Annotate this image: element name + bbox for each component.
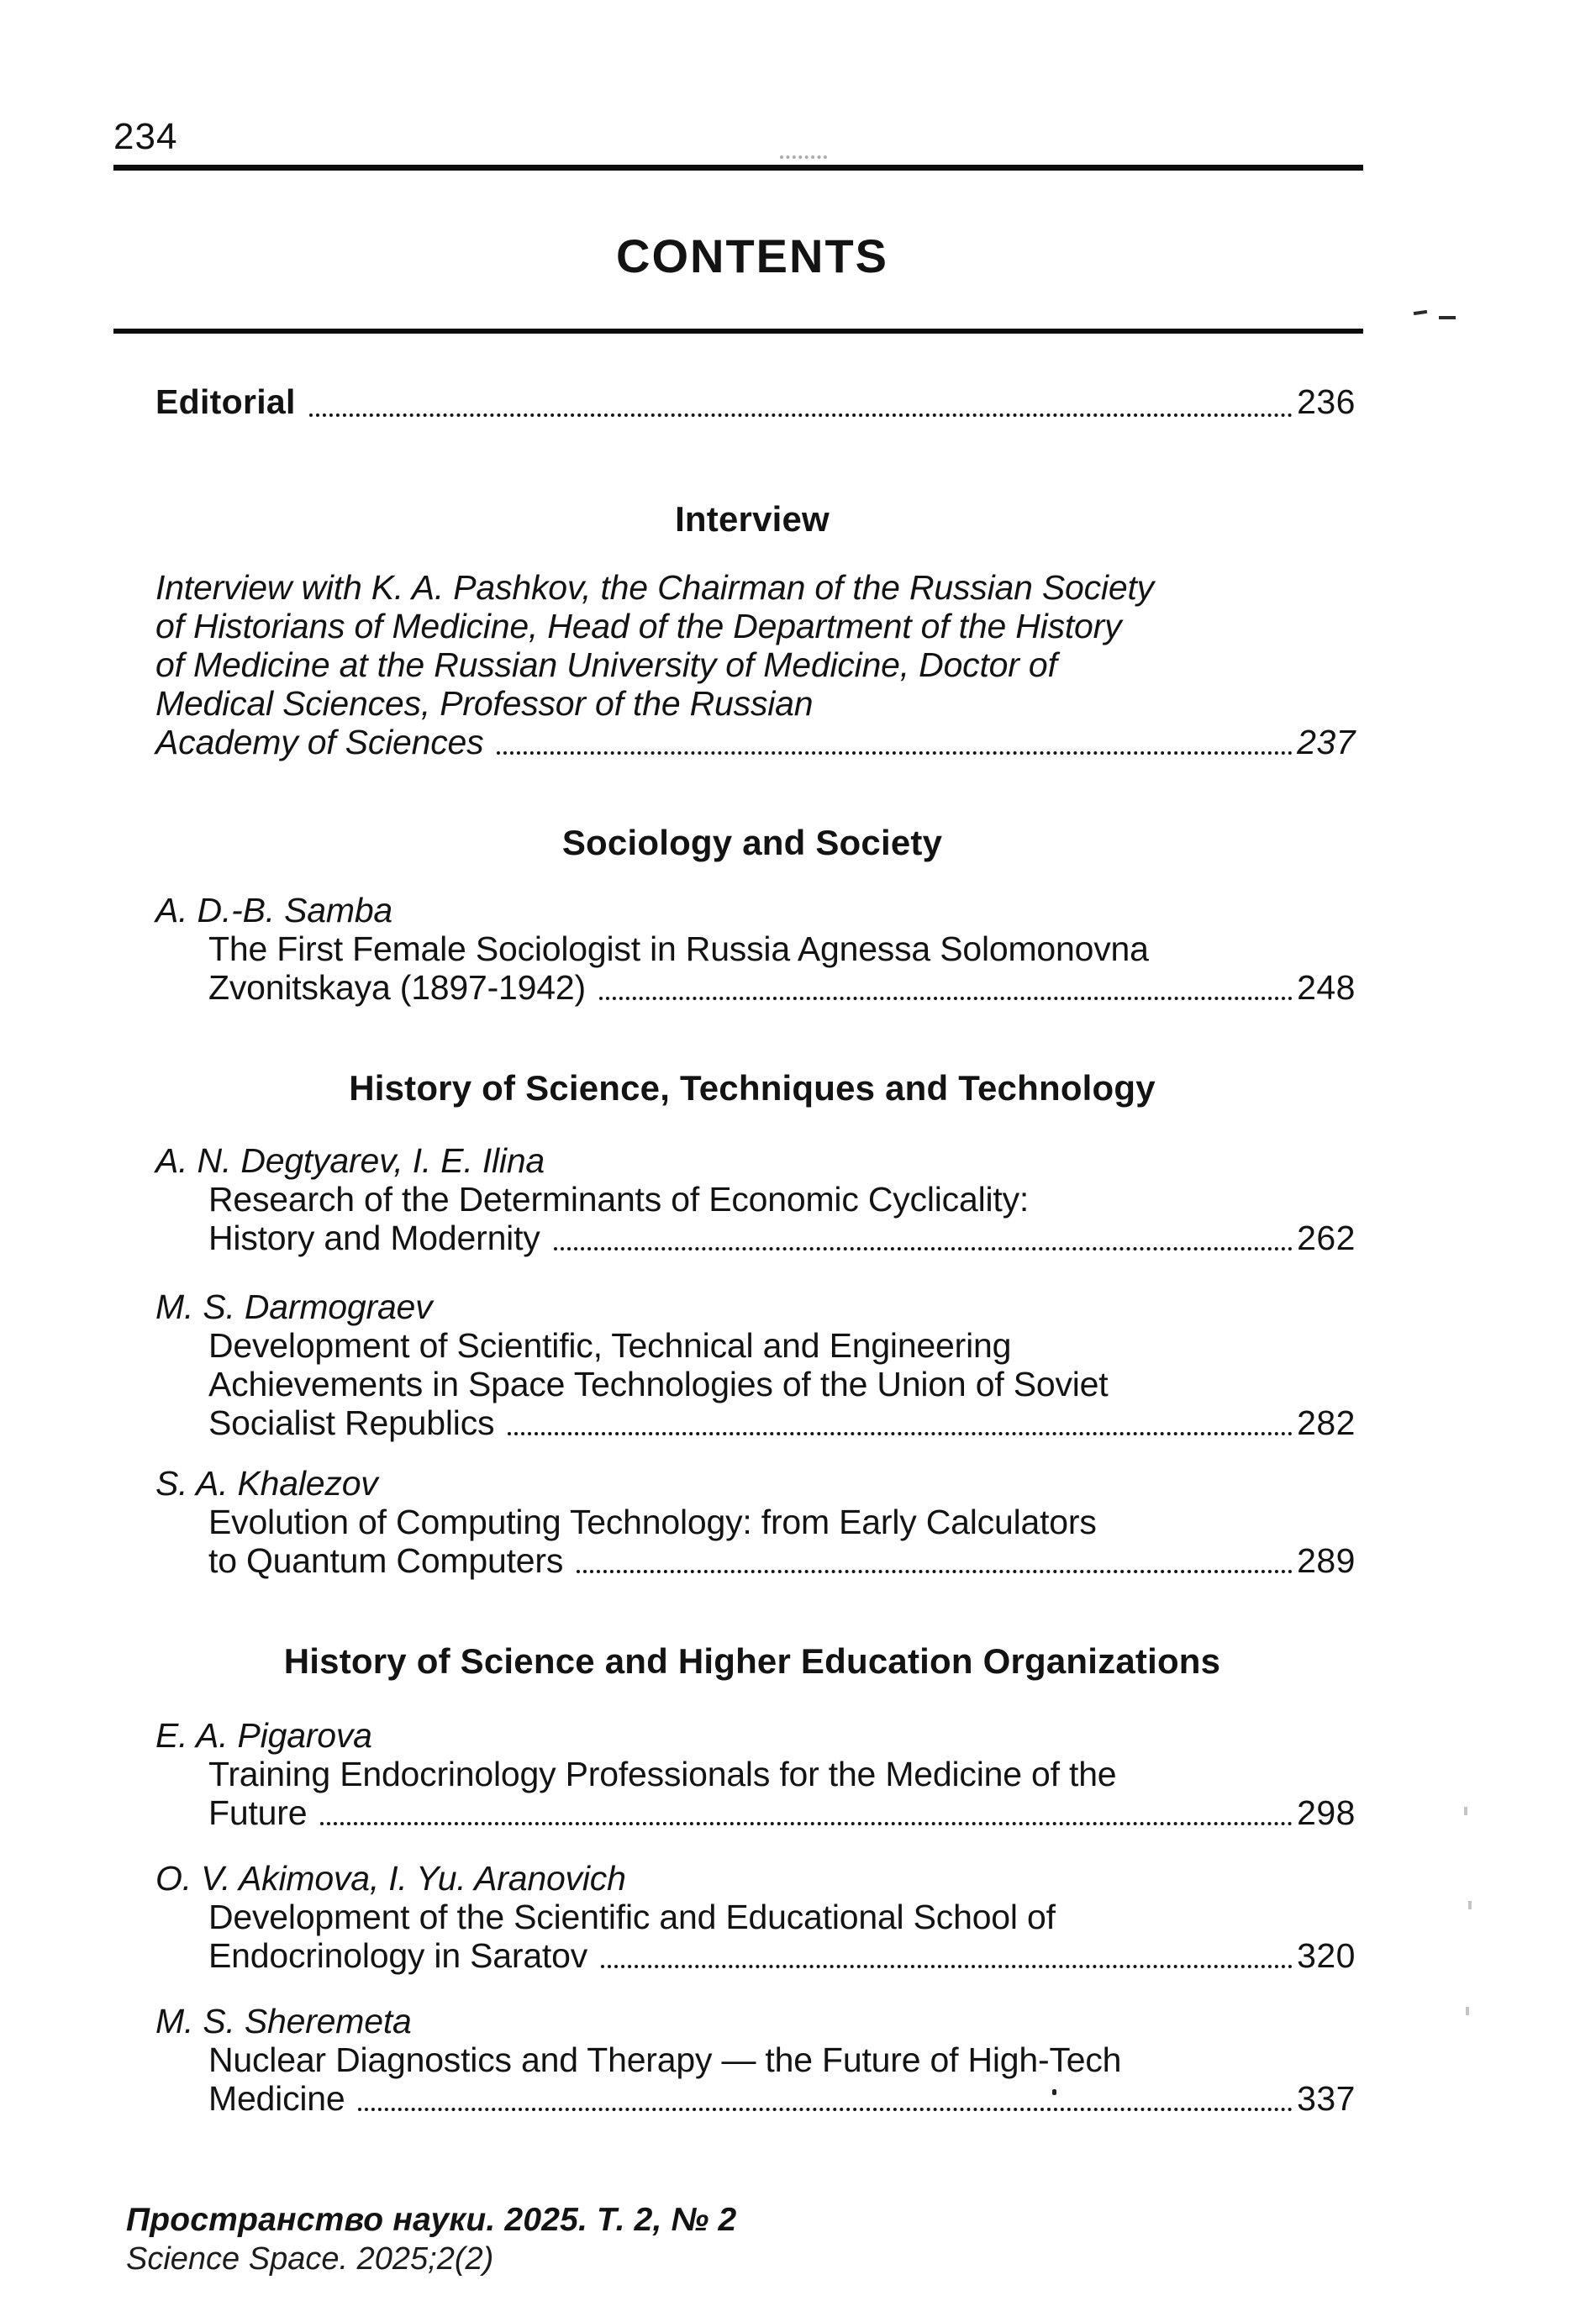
- entry-lastline: to Quantum Computers: [208, 1541, 564, 1580]
- page-ref: 320: [1297, 1936, 1356, 1975]
- title-divider-rule: [113, 329, 1363, 334]
- entry-line: Training Endocrinology Professionals for the Medicine of the: [208, 1755, 1117, 1793]
- dot-leader: [577, 1570, 1293, 1573]
- entry-authors: M. S. Sheremeta: [155, 2002, 412, 2040]
- entry-authors: A. N. Degtyarev, I. E. Ilina: [155, 1141, 545, 1180]
- entry-line: Achievements in Space Technologies of the Union of Soviet: [208, 1365, 1109, 1403]
- footer-journal-en: Science Space. 2025;2(2): [126, 2241, 494, 2277]
- entry-authors: M. S. Darmograev: [155, 1287, 433, 1326]
- entry-line: Interview with K. A. Pashkov, the Chairman of the Russian Society: [155, 568, 1154, 607]
- entry-line: Development of the Scientific and Educational School of: [208, 1898, 1056, 1936]
- page-ref: 282: [1297, 1403, 1356, 1442]
- dot-leader: [599, 997, 1293, 1000]
- entry-authors: O. V. Akimova, I. Yu. Aranovich: [155, 1859, 626, 1898]
- dot-leader: [309, 413, 1293, 417]
- toc-entry-akimova: [155, 1859, 1356, 1975]
- dot-leader: [320, 1822, 1293, 1825]
- editorial-label: Editorial: [155, 382, 296, 421]
- entry-line: Nuclear Diagnostics and Therapy — the Future of High-Tech: [208, 2040, 1122, 2079]
- entry-line: of Historians of Medicine, Head of the Department of the History: [155, 607, 1122, 645]
- page-folio-number: 234: [113, 116, 178, 157]
- toc-entry-darmograev: [155, 1287, 1356, 1442]
- entry-lastline: Endocrinology in Saratov: [208, 1936, 588, 1975]
- dot-leader: [497, 751, 1293, 755]
- page-ref: 289: [1297, 1541, 1356, 1580]
- entry-lastline: Socialist Republics: [208, 1403, 495, 1442]
- journal-footer: [126, 2200, 736, 2279]
- section-heading-hist-tech: History of Science, Techniques and Technology: [349, 1068, 1156, 1108]
- toc-entry-samba: [155, 891, 1356, 1007]
- scan-artifact-smudge: [780, 155, 827, 159]
- section-heading-hist-edu: History of Science and Higher Education Organizations: [283, 1641, 1221, 1681]
- entry-line: Development of Scientific, Technical and Engineering: [208, 1326, 1012, 1365]
- section-heading-sociology: Sociology and Society: [561, 823, 943, 862]
- page-ref: 237: [1297, 723, 1356, 761]
- contents-title: CONTENTS: [616, 229, 888, 282]
- section-heading-interview: Interview: [675, 499, 830, 539]
- toc-entry-editorial: [155, 380, 1356, 424]
- toc-entry-khalezov: [155, 1464, 1356, 1580]
- top-divider-rule: [113, 165, 1363, 171]
- entry-authors: E. A. Pigarova: [155, 1716, 372, 1755]
- entry-lastline: Zvonitskaya (1897-1942): [208, 968, 586, 1007]
- page-ref: 236: [1297, 382, 1356, 421]
- scan-artifact-speck: [1466, 2007, 1469, 2015]
- page-ref: 337: [1297, 2079, 1356, 2118]
- scan-artifact-speck: [1464, 1807, 1467, 1815]
- toc-entry-pigarova: [155, 1716, 1356, 1832]
- entry-line: The First Female Sociologist in Russia Agnessa Solomonovna: [208, 929, 1149, 968]
- page-ref: 298: [1297, 1793, 1356, 1832]
- entry-line: of Medicine at the Russian University of Medicine, Doctor of: [155, 645, 1057, 684]
- scan-artifact-speck: [1468, 1901, 1472, 1909]
- toc-entry-interview: [155, 568, 1356, 761]
- entry-lastline: Medicine: [208, 2079, 345, 2118]
- toc-entry-sheremeta: [155, 2002, 1356, 2118]
- entry-line: Evolution of Computing Technology: from Early Calculators: [208, 1503, 1097, 1541]
- dot-leader: [601, 1965, 1293, 1968]
- entry-lastline: Academy of Sciences: [155, 723, 484, 761]
- entry-lastline: History and Modernity: [208, 1219, 540, 1257]
- scan-artifact-dash: [1439, 316, 1456, 319]
- page-ref: 262: [1297, 1219, 1356, 1257]
- page-ref: 248: [1297, 968, 1356, 1007]
- entry-line: Research of the Determinants of Economic Cyclicality:: [208, 1180, 1030, 1219]
- dot-leader: [508, 1432, 1293, 1435]
- dot-leader: [358, 2108, 1293, 2111]
- entry-authors: A. D.-B. Samba: [155, 891, 393, 929]
- entry-lastline: Future: [208, 1793, 308, 1832]
- entry-line: Medical Sciences, Professor of the Russian: [155, 684, 814, 723]
- scan-artifact-dot: [1052, 2089, 1056, 2095]
- dot-leader: [554, 1247, 1293, 1251]
- scan-artifact-dash: [1414, 310, 1427, 315]
- toc-entry-degtyarev: [155, 1141, 1356, 1257]
- entry-authors: S. A. Khalezov: [155, 1464, 378, 1503]
- footer-journal-ru: Пространство науки. 2025. Т. 2, № 2: [126, 2202, 737, 2238]
